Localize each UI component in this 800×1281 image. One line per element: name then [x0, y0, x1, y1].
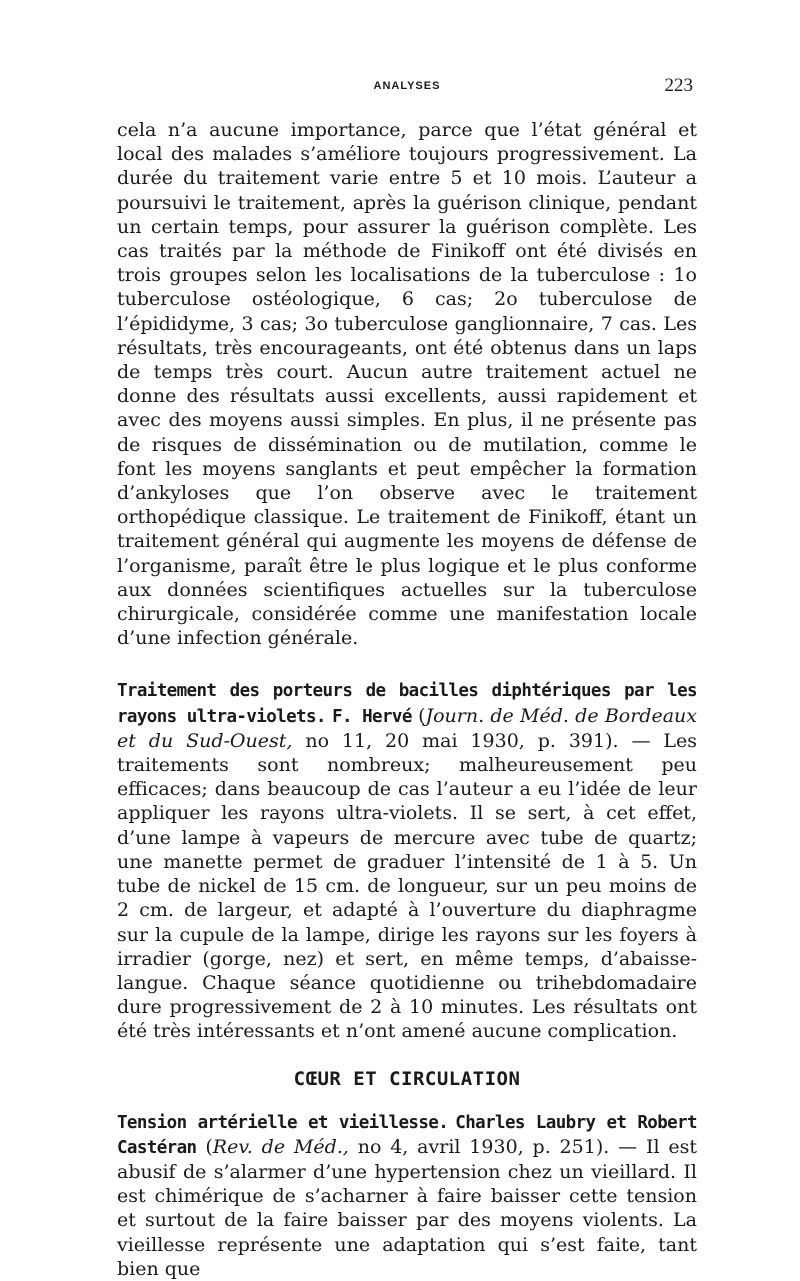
- article-title: Traitement des porteurs de bacilles diphtériques par les rayons ultra-violets.: [117, 681, 697, 727]
- page: [117, 70, 697, 1281]
- journal-name: Rev. de Méd.,: [212, 1135, 349, 1158]
- article-author: F. Hervé: [332, 706, 412, 727]
- article-entry-tension: [117, 1110, 697, 1281]
- citation-open: (: [418, 704, 426, 727]
- citation-open: (: [205, 1135, 213, 1158]
- citation-details: no 4, avril 1930, p. 251).: [357, 1135, 610, 1158]
- article-entry-diphteria: [117, 678, 697, 1043]
- article-text: — Il est abusif de s’alarmer d’une hypertension chez un vieillard. Il est chimérique de s’acharner à faire baisser cette tension et surtout de la faire baisser par des moyens violents. La vieillesse représente une adaptation qui s’est faite, tant bien que: [117, 1135, 698, 1280]
- citation-details: no 11, 20 mai 1930, p. 391).: [305, 729, 619, 752]
- continued-paragraph: cela n’a aucune importance, parce que l’état général et local des malades s’améliore toujours progressivement. La durée du traitement varie entre 5 et 10 mois. L’auteur a poursuivi le traitement, après la guérison clinique, pendant un certain temps, pour assurer la guérison complète. Les cas traités par la méthode de Finikoff ont été divisés en trois groupes selon les localisations de la tuberculose : 1o tuberculose ostéologique, 6 cas; 2o tuberculose de l’épididyme, 3 cas; 3o tuberculose ganglionnaire, 7 cas. Les résultats, très encourageants, ont été obtenus dans un laps de temps très court. Aucun autre traitement actuel ne donne des résultats aussi excellents, aussi rapidement et avec des moyens aussi simples. En plus, il ne présente pas de risques de dissémination ou de mutilation, comme le font les moyens sanglants et peut empêcher la formation d’ankyloses que l’on observe avec le traitement orthopédique classique. Le traitement de Finikoff, étant un traitement général qui augmente les moyens de défense de l’organisme, paraît être le plus logique et le plus conforme aux données scientifiques actuelles sur la tuberculose chirurgicale, considérée comme une manifestation locale d’une infection générale.: [117, 119, 697, 650]
- page-number: 223: [664, 75, 693, 96]
- section-heading: CŒUR ET CIRCULATION: [293, 1067, 521, 1090]
- article-text: — Les traitements sont nombreux; malheureusement peu efficaces; dans beaucoup de cas l’auteur a eu l’idée de leur appliquer les rayons ultra-violets. Il se sert, à cet effet, d’une lampe à vapeurs de mercure avec tube de quartz; une manette permet de graduer l’intensité de 1 à 5. Un tube de nickel de 15 cm. de longueur, sur un peu moins de 2 cm. de largeur, et adapté à l’ouverture du diaphragme sur la cupule de la lampe, dirige les rayons sur les foyers à irradier (gorge, nez) et sert, en même temps, d’abaisse-langue. Chaque séance quotidienne ou trihebdomadaire dure progressivement de 2 à 10 minutes. Les résultats ont été très intéressants et n’ont amené aucune complication.: [117, 729, 697, 1043]
- article-authors: Charles Laubry et Robert Castéran: [117, 1112, 697, 1158]
- journal-name: Journ. de Méd. de Bordeaux et du Sud-Ouest,: [117, 704, 697, 752]
- article-title: Tension artérielle et vieillesse.: [117, 1112, 449, 1133]
- running-title: ANALYSES: [373, 80, 441, 92]
- running-head: [117, 70, 697, 110]
